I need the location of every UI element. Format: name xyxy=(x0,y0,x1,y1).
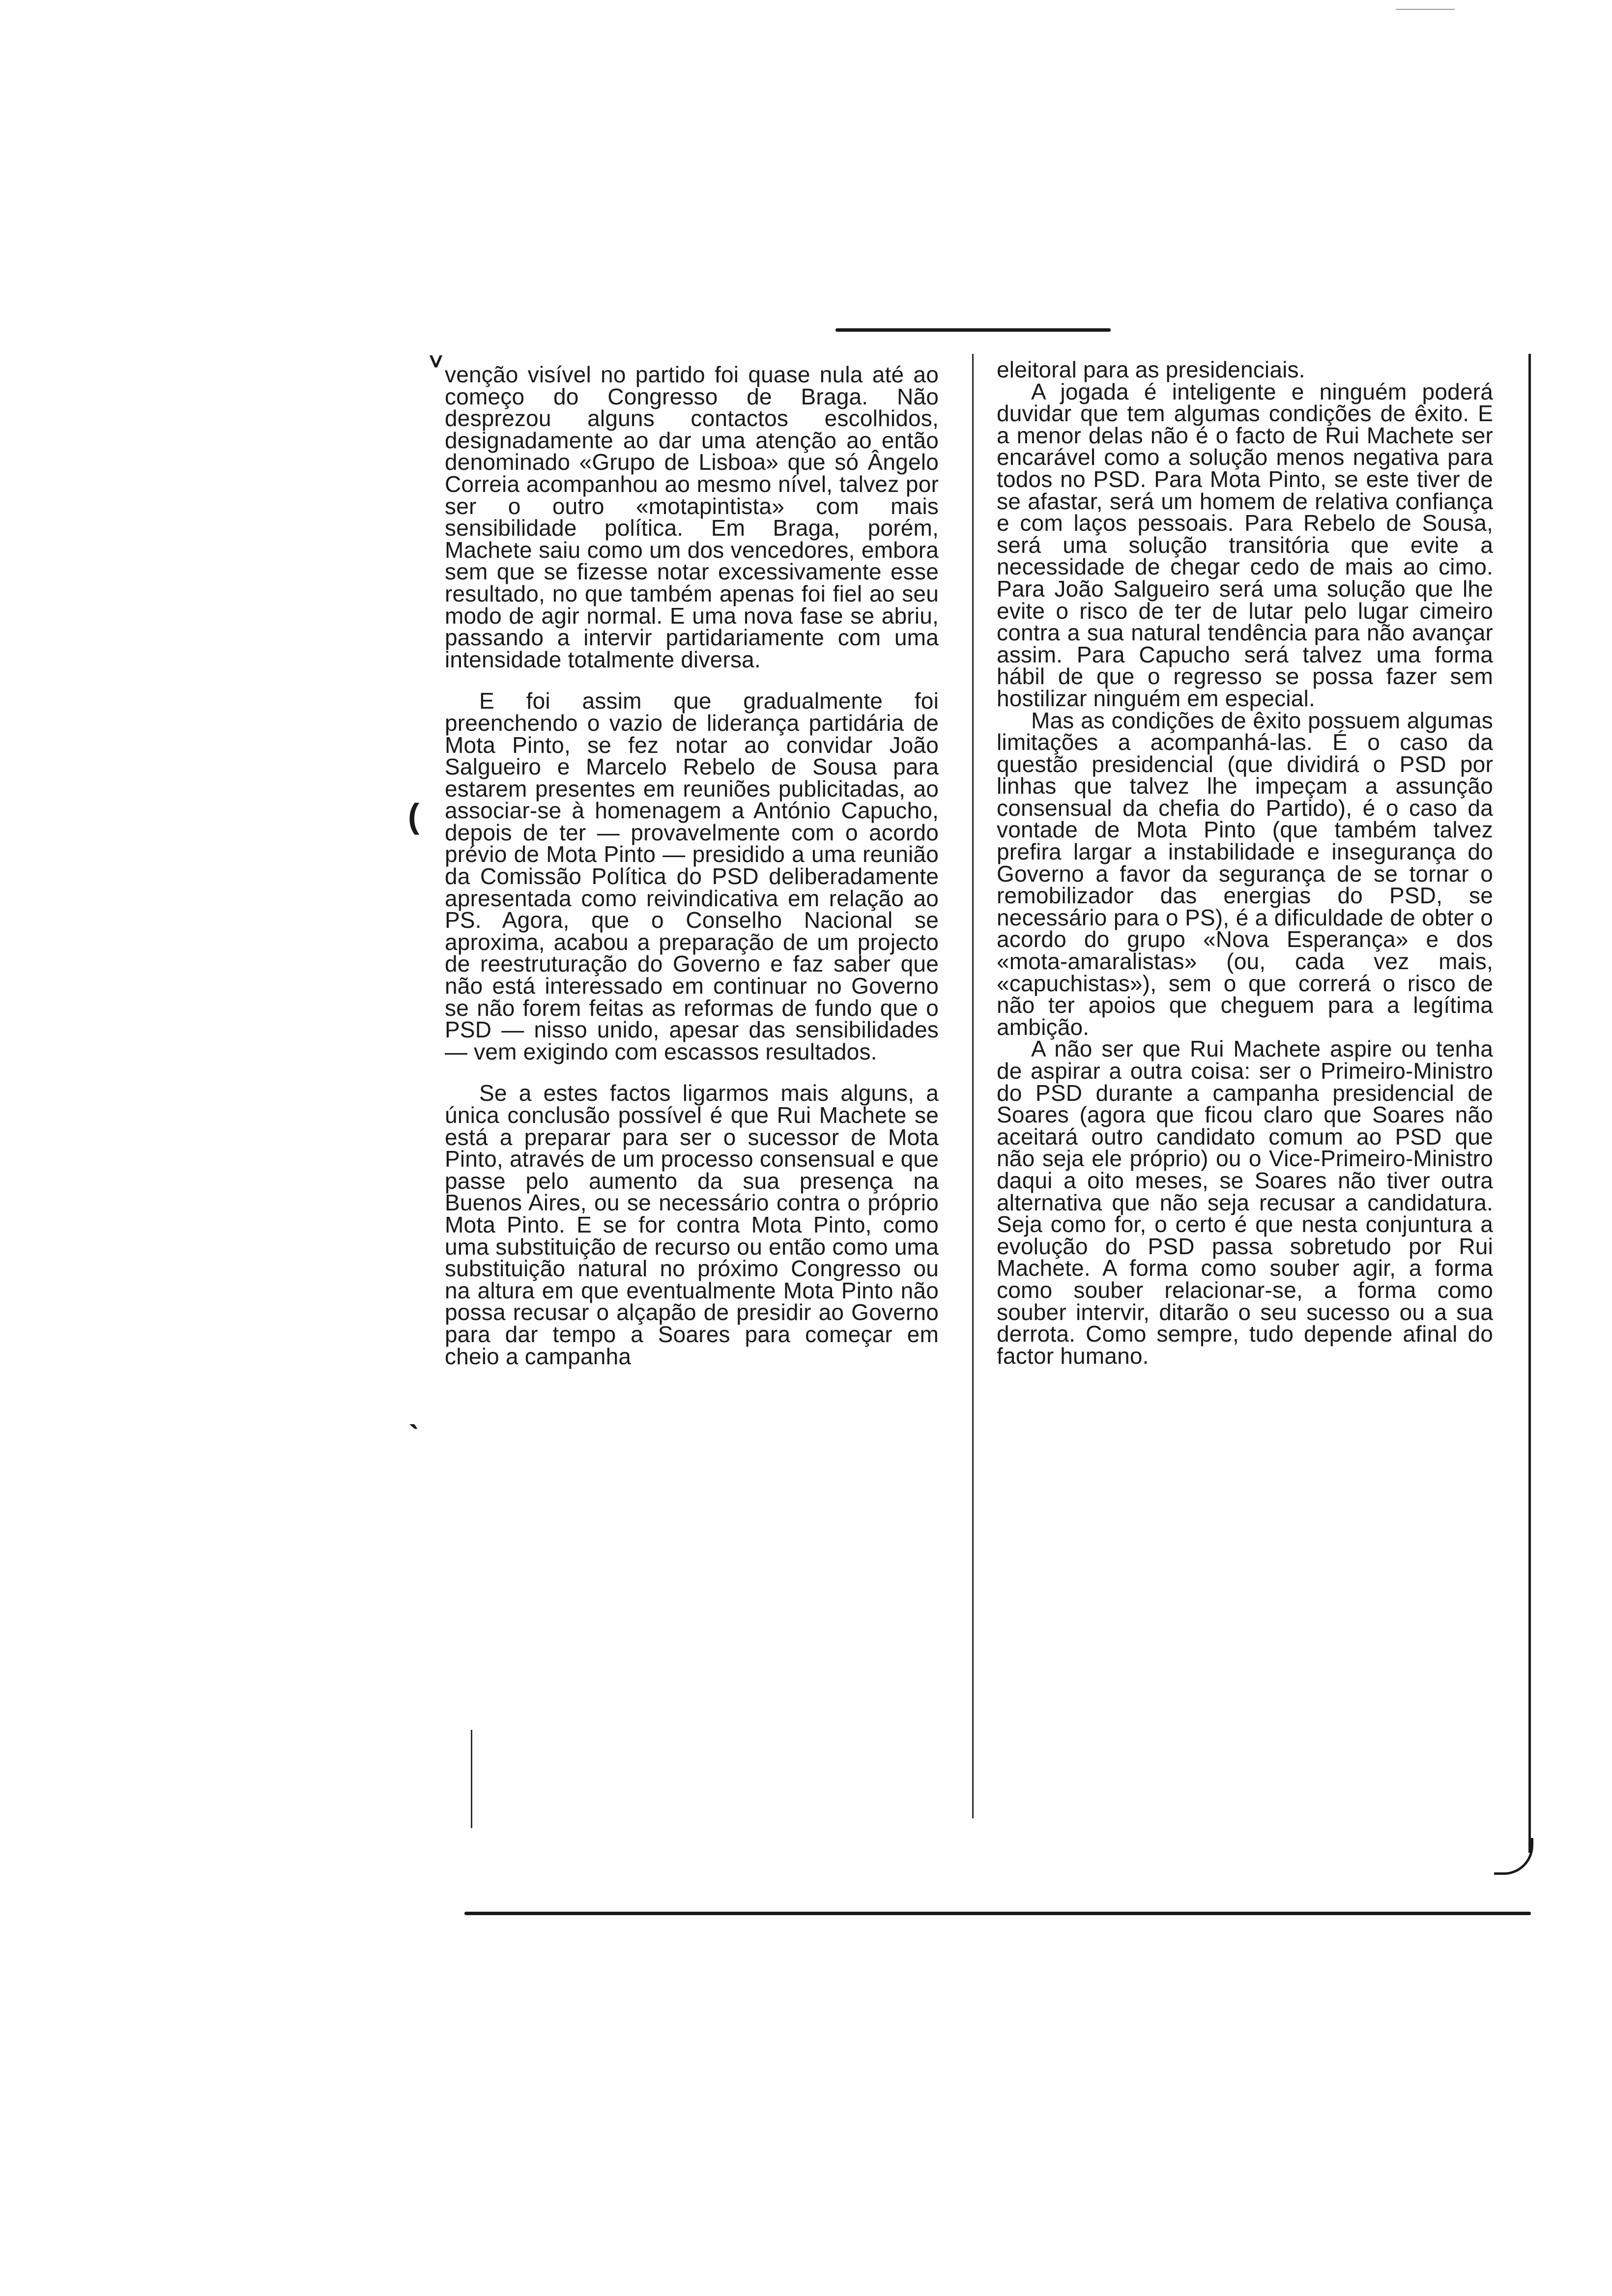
left-paragraph-2: E foi assim que gradualmente foi preenchendo o vazio de liderança partidária de Mota Pinto, se fez notar ao convidar João Salgueiro e Marcelo Rebelo de Sousa para estarem presentes em reuniões publicitadas, ao associar-se à homenagem a António Capucho, depois de ter — provavelmente com o acordo prévio de Mota Pinto — presidido a uma reunião da Comissão Política do PSD deliberadamente apresentada como reivindicativa em relação ao PS. Agora, que o Conselho Nacional se aproxima, acabou a preparação de um projecto de reestruturação do Governo e faz saber que não está interessado em continuar no Governo se não forem feitas as reformas de fundo que o PSD — nisso unido, apesar das sensibilidades — vem exigindo com escassos resultados. xyxy=(445,688,939,1064)
scan-artifact-line xyxy=(1396,9,1455,10)
right-paragraph-4: A não ser que Rui Machete aspire ou tenha de aspirar a outra coisa: ser o Primeiro-Ministro do PSD durante a campanha presidencial de Soares (agora que ficou claro que Soares não aceitará outro candidato comum ao PSD que não seja ele próprio) ou o Vice-Primeiro-Ministro daqui a oito meses, se Soares não tiver outra alternativa que não seja recusar a candidatura. Seja como for, o certo é que nesta conjuntura a evolução do PSD passa sobretudo por Rui Machete. A forma como souber agir, a forma como souber relacionar-se, a forma como souber intervir, ditarão o seu sucesso ou a sua derrota. Como sempre, tudo depende afinal do factor humano. xyxy=(997,1036,1493,1369)
left-paragraph-1: venção visível no partido foi quase nula até ao começo do Congresso de Braga. Não desprezou alguns contactos escolhidos, designadamente ao dar uma atenção ao então denominado «Grupo de Lisboa» que só Ângelo Correia acompanhou ao mesmo nível, talvez por ser o outro «motapintista» com mais sensibilidade política. Em Braga, porém, Machete saiu como um dos vencedores, embora sem que se fizesse notar excessivamente esse resultado, no que também apenas foi fiel ao seu modo de agir normal. E uma nova fase se abriu, passando a intervir partidariamente com uma intensidade totalmente diversa. xyxy=(445,362,939,672)
left-column xyxy=(445,364,939,1367)
top-rule xyxy=(835,328,1111,332)
margin-mark-left: ( xyxy=(408,797,420,835)
left-paragraph-3: Se a estes factos ligarmos mais alguns, a única conclusão possível é que Rui Machete se está a preparar para ser o sucessor de Mota Pinto, através de um processo consensual e que passe pelo aumento da sua presença na Buenos Aires, ou se necessário contra o próprio Mota Pinto. E se for contra Mota Pinto, como uma substituição de recurso ou então como uma substituição natural no próximo Congresso ou na altura em que eventualmente Mota Pinto não possa recusar o alçapão de presidir ao Governo para dar tempo a Soares para começar em cheio a campanha xyxy=(445,1080,939,1369)
right-border-corner xyxy=(1494,1838,1533,1875)
right-column xyxy=(997,359,1493,1367)
right-paragraph-1: eleitoral para as presidenciais. xyxy=(997,357,1305,382)
margin-mark-left-lower: ˎ xyxy=(409,1391,421,1430)
left-border-line xyxy=(471,1730,472,1828)
right-border-line xyxy=(1528,354,1531,1853)
right-paragraph-3: Mas as condições de êxito possuem algumas limitações a acompanhá-las. É o caso da questão presidencial (que dividirá o PSD por linhas que talvez lhe impeçam a assunção consensual da chefia do Partido), é o caso da vontade de Mota Pinto (que também talvez prefira largar a instabilidade e insegurança do Governo a favor da segurança de se tornar o remobilizador das energias do PSD, se necessário para o PS), é a dificuldade de obter o acordo do grupo «Nova Esperança» e dos «mota-amaralistas» (ou, cada vez mais, «capuchistas»), sem o que correrá o risco de não ter apoios que cheguem para a legítima ambição. xyxy=(997,707,1493,1040)
column-divider xyxy=(972,354,974,1818)
right-paragraph-2: A jogada é inteligente e ninguém poderá duvidar que tem algumas condições de êxito. E a menor delas não é o facto de Rui Machete ser encarável como a solução menos negativa para todos no PSD. Para Mota Pinto, se este tiver de se afastar, será um homem de relativa confiança e com laços pessoais. Para Rebelo de Sousa, será uma solução transitória que evite a necessidade de chegar cedo de mais ao cimo. Para João Salgueiro será uma solução que lhe evite o risco de ter de lutar pelo lugar cimeiro contra a sua natural tendência para não avançar assim. Para Capucho será talvez uma forma hábil de que o regresso se possa fazer sem hostilizar ninguém em especial. xyxy=(997,378,1493,711)
corner-mark: ⱽ xyxy=(430,351,442,382)
bottom-rule xyxy=(464,1912,1531,1915)
